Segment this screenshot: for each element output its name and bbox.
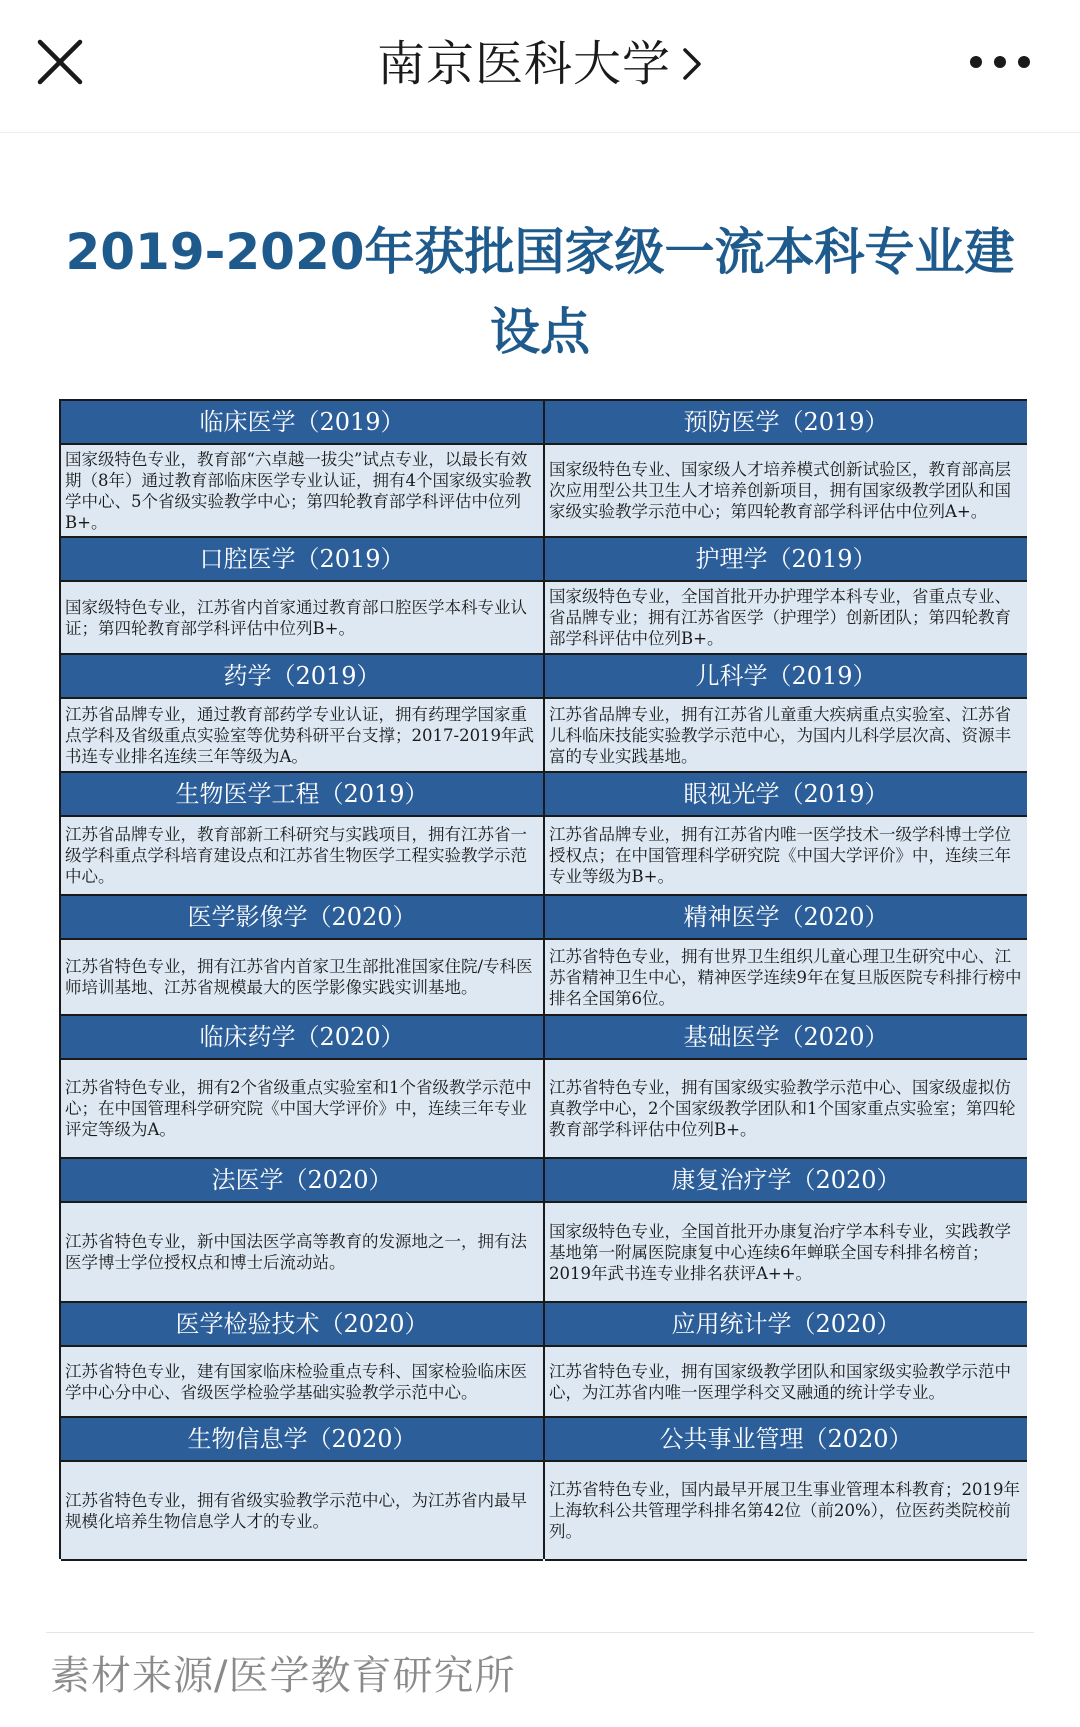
top-nav-bar	[0, 0, 1080, 133]
major-description: 江苏省特色专业，拥有国家级实验教学示范中心、国家级虚拟仿真教学中心，2个国家级教学团队和1个国家重点实验室；第四轮教育部学科评估中位列B+。	[545, 1060, 1027, 1159]
major-name: 临床药学（2020）	[61, 1016, 543, 1060]
major-description: 江苏省品牌专业，拥有江苏省儿童重大疾病重点实验室、江苏省儿科临床技能实验教学示范中心，为国内儿科学层次高、资源丰富的专业实践基地。	[545, 699, 1027, 773]
more-button[interactable]	[964, 40, 1036, 84]
major-name: 医学影像学（2020）	[61, 896, 543, 940]
major-description: 江苏省品牌专业，通过教育部药学专业认证，拥有药理学国家重点学科及省级重点实验室等优势科研平台支撑；2017-2019年武书连专业排名连续三年等级为A。	[61, 699, 543, 773]
major-description: 江苏省品牌专业，拥有江苏省内唯一医学技术一级学科博士学位授权点；在中国管理科学研究院《中国大学评价》中，连续三年专业等级为B+。	[545, 817, 1027, 896]
major-card	[61, 538, 543, 655]
major-name: 预防医学（2019）	[545, 401, 1027, 445]
major-name: 医学检验技术（2020）	[61, 1303, 543, 1347]
major-name: 眼视光学（2019）	[545, 773, 1027, 817]
major-description: 江苏省特色专业，拥有江苏省内首家卫生部批准国家住院/专科医师培训基地、江苏省规模最大的医学影像实践实训基地。	[61, 940, 543, 1016]
major-description: 国家级特色专业，全国首批开办护理学本科专业，省重点专业、省品牌专业；拥有江苏省医学（护理学）创新团队；第四轮教育部学科评估中位列B+。	[545, 582, 1027, 655]
major-card	[61, 1016, 543, 1159]
major-name: 口腔医学（2019）	[61, 538, 543, 582]
major-card	[545, 655, 1027, 773]
major-description: 江苏省特色专业，国内最早开展卫生事业管理本科教育；2019年上海软科公共管理学科排名第42位（前20%），位医药类院校前列。	[545, 1462, 1027, 1561]
major-name: 基础医学（2020）	[545, 1016, 1027, 1060]
major-description: 江苏省特色专业，拥有省级实验教学示范中心，为江苏省内最早规模化培养生物信息学人才的专业。	[61, 1462, 543, 1561]
major-card	[61, 1418, 543, 1561]
major-card	[545, 538, 1027, 655]
major-name: 公共事业管理（2020）	[545, 1418, 1027, 1462]
account-name: 南京医科大学	[376, 36, 671, 92]
major-card	[545, 773, 1027, 896]
major-name: 药学（2019）	[61, 655, 543, 699]
account-title[interactable]	[0, 28, 1080, 100]
major-description: 国家级特色专业，教育部“六卓越一拔尖”试点专业，以最长有效期（8年）通过教育部临床医学专业认证，拥有4个国家级实验教学中心、5个省级实验教学中心；第四轮教育部学科评估中位列B+。	[61, 445, 543, 538]
major-description: 江苏省特色专业，拥有2个省级重点实验室和1个省级教学示范中心；在中国管理科学研究院《中国大学评价》中，连续三年专业评定等级为A。	[61, 1060, 543, 1159]
major-card	[545, 1418, 1027, 1561]
major-name: 生物信息学（2020）	[61, 1418, 543, 1462]
source-note: 素材来源/医学教育研究所	[50, 1653, 516, 1699]
major-card	[545, 1303, 1027, 1418]
chevron-right-icon	[681, 44, 703, 84]
major-name: 精神医学（2020）	[545, 896, 1027, 940]
footer-divider	[46, 1632, 1034, 1633]
major-card	[61, 1159, 543, 1303]
major-name: 儿科学（2019）	[545, 655, 1027, 699]
major-description: 国家级特色专业，江苏省内首家通过教育部口腔医学本科专业认证；第四轮教育部学科评估中位列B+。	[61, 582, 543, 655]
major-card	[61, 773, 543, 896]
major-name: 生物医学工程（2019）	[61, 773, 543, 817]
major-name: 应用统计学（2020）	[545, 1303, 1027, 1347]
major-card	[545, 1016, 1027, 1159]
major-name: 康复治疗学（2020）	[545, 1159, 1027, 1203]
major-description: 国家级特色专业、国家级人才培养模式创新试验区，教育部高层次应用型公共卫生人才培养创新项目，拥有国家级教学团队和国家级实验教学示范中心；第四轮教育部学科评估中位列A+。	[545, 445, 1027, 538]
major-card	[61, 655, 543, 773]
major-name: 临床医学（2019）	[61, 401, 543, 445]
major-description: 江苏省特色专业，拥有世界卫生组织儿童心理卫生研究中心、江苏省精神卫生中心，精神医学连续9年在复旦版医院专科排行榜中排名全国第6位。	[545, 940, 1027, 1016]
major-description: 江苏省特色专业，拥有国家级教学团队和国家级实验教学示范中心，为江苏省内唯一医理学科交叉融通的统计学专业。	[545, 1347, 1027, 1418]
major-card	[545, 401, 1027, 538]
major-name: 护理学（2019）	[545, 538, 1027, 582]
major-card	[61, 896, 543, 1016]
major-card	[545, 896, 1027, 1016]
article-title: 2019-2020年获批国家级一流本科专业建设点	[65, 223, 1015, 361]
more-icon	[964, 40, 1036, 84]
major-description: 国家级特色专业，全国首批开办康复治疗学本科专业，实践教学基地第一附属医院康复中心连续6年蝉联全国专科排名榜首；2019年武书连专业排名获评A++。	[545, 1203, 1027, 1303]
majors-table	[59, 399, 1027, 1559]
major-card	[545, 1159, 1027, 1303]
major-name: 法医学（2020）	[61, 1159, 543, 1203]
major-card	[61, 401, 543, 538]
major-description: 江苏省特色专业，新中国法医学高等教育的发源地之一，拥有法医学博士学位授权点和博士后流动站。	[61, 1203, 543, 1303]
major-description: 江苏省品牌专业，教育部新工科研究与实践项目，拥有江苏省一级学科重点学科培育建设点和江苏省生物医学工程实验教学示范中心。	[61, 817, 543, 896]
major-card	[61, 1303, 543, 1418]
major-description: 江苏省特色专业，建有国家临床检验重点专科、国家检验临床医学中心分中心、省级医学检验学基础实验教学示范中心。	[61, 1347, 543, 1418]
